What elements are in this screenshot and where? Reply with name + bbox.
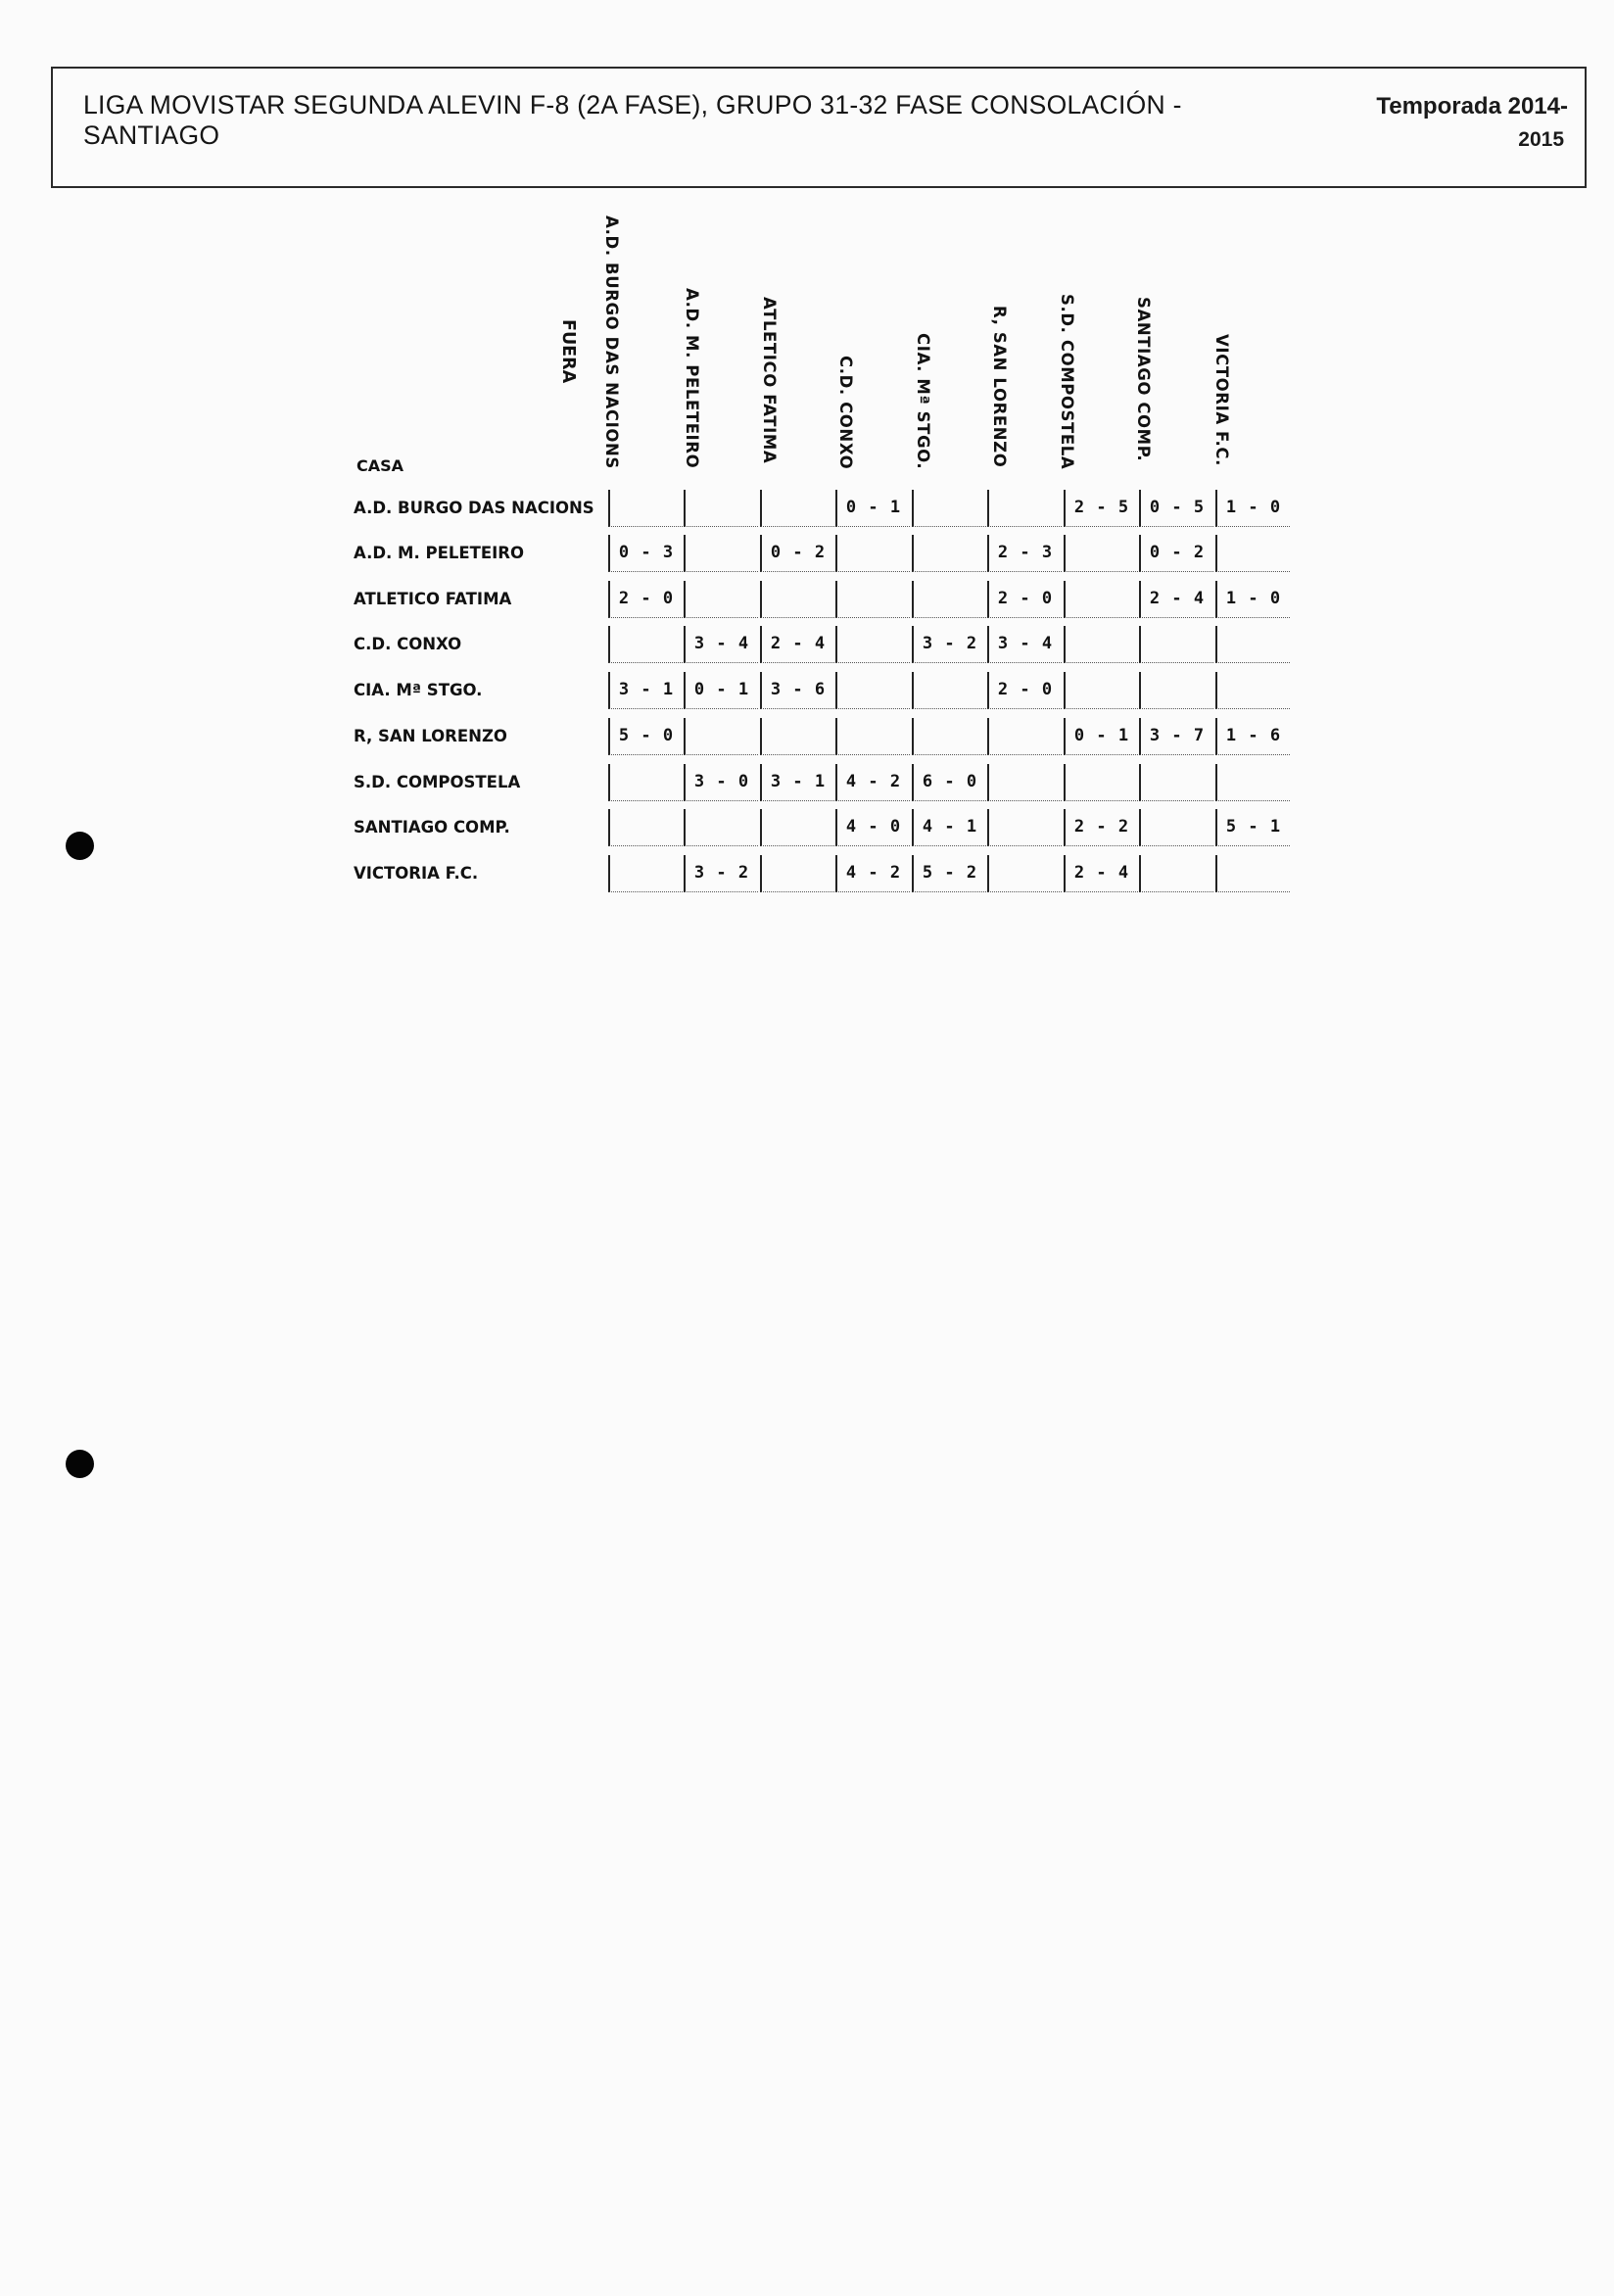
result-cell: [684, 490, 758, 527]
result-cell: [684, 718, 758, 755]
result-cell: [608, 626, 683, 663]
result-cell: [1064, 672, 1138, 709]
result-cell: [912, 672, 986, 709]
result-cell: 6 - 0: [912, 764, 986, 801]
result-cell: [608, 809, 683, 846]
result-cell: 2 - 5: [1064, 490, 1138, 527]
away-team-header-text: A.D. BURGO DAS NACIONS: [602, 215, 621, 469]
result-cell: 3 - 4: [684, 626, 758, 663]
result-cell: [987, 809, 1062, 846]
result-cell: 2 - 0: [987, 672, 1062, 709]
result-cell: [912, 535, 986, 572]
result-cell: 1 - 0: [1215, 581, 1290, 618]
home-team-label: SANTIAGO COMP.: [354, 818, 510, 837]
result-cell: 1 - 0: [1215, 490, 1290, 527]
result-cell: [835, 626, 910, 663]
result-cell: [912, 581, 986, 618]
result-cell: [760, 809, 834, 846]
result-cell: 0 - 3: [608, 535, 683, 572]
result-cell: 3 - 0: [684, 764, 758, 801]
result-cell: 5 - 2: [912, 855, 986, 892]
away-team-header-text: S.D. COMPOSTELA: [1058, 294, 1076, 470]
home-team-label: R, SAN LORENZO: [354, 727, 507, 745]
result-cell: [1064, 764, 1138, 801]
result-cell: [684, 581, 758, 618]
away-team-header-text: R, SAN LORENZO: [990, 306, 1009, 468]
result-cell: [912, 490, 986, 527]
result-cell: 0 - 1: [1064, 718, 1138, 755]
result-cell: [1215, 626, 1290, 663]
away-team-header-text: A.D. M. PELETEIRO: [683, 288, 701, 469]
away-team-header-text: ATLETICO FATIMA: [760, 297, 779, 464]
result-cell: [987, 490, 1062, 527]
result-cell: 1 - 6: [1215, 718, 1290, 755]
away-team-header-text: SANTIAGO COMP.: [1134, 297, 1153, 462]
result-cell: [608, 764, 683, 801]
result-cell: [987, 855, 1062, 892]
result-cell: [760, 490, 834, 527]
result-cell: [684, 809, 758, 846]
result-cell: [1215, 672, 1290, 709]
away-team-header-text: C.D. CONXO: [836, 356, 855, 470]
result-cell: 3 - 1: [760, 764, 834, 801]
result-cell: [1139, 764, 1213, 801]
away-team-header-text: VICTORIA F.C.: [1212, 334, 1231, 466]
season-label: [1376, 90, 1568, 157]
season-line-1: Temporada 2014-: [1376, 93, 1568, 120]
result-cell: 2 - 3: [987, 535, 1062, 572]
binder-hole: [66, 1450, 94, 1478]
home-team-label: S.D. COMPOSTELA: [354, 773, 521, 791]
home-team-label: ATLETICO FATIMA: [354, 590, 512, 608]
result-cell: [608, 855, 683, 892]
away-axis-label-text: FUERA: [558, 319, 578, 384]
result-cell: [684, 535, 758, 572]
result-cell: 3 - 2: [912, 626, 986, 663]
result-cell: 3 - 2: [684, 855, 758, 892]
page-title: LIGA MOVISTAR SEGUNDA ALEVIN F-8 (2A FASE), GRUPO 31-32 FASE CONSOLACIÓN - SANTIAGO: [83, 90, 1182, 150]
home-team-label: CIA. Mª STGO.: [354, 681, 483, 699]
result-cell: [1139, 855, 1213, 892]
result-cell: [760, 855, 834, 892]
home-team-label: VICTORIA F.C.: [354, 864, 479, 883]
binder-hole: [66, 832, 94, 860]
result-cell: [1064, 535, 1138, 572]
result-cell: 5 - 1: [1215, 809, 1290, 846]
result-cell: 4 - 1: [912, 809, 986, 846]
result-cell: 0 - 5: [1139, 490, 1213, 527]
result-cell: 4 - 2: [835, 764, 910, 801]
result-cell: [835, 672, 910, 709]
result-cell: [1139, 809, 1213, 846]
result-cell: [835, 535, 910, 572]
result-cell: [1215, 855, 1290, 892]
result-cell: 3 - 4: [987, 626, 1062, 663]
result-cell: [1139, 672, 1213, 709]
result-cell: 3 - 1: [608, 672, 683, 709]
result-cell: 0 - 2: [1139, 535, 1213, 572]
result-cell: 4 - 0: [835, 809, 910, 846]
result-cell: [1064, 581, 1138, 618]
home-team-label: A.D. M. PELETEIRO: [354, 544, 525, 562]
result-cell: 2 - 0: [608, 581, 683, 618]
home-axis-label: CASA: [356, 456, 404, 475]
result-cell: 4 - 2: [835, 855, 910, 892]
result-cell: [760, 718, 834, 755]
result-cell: [912, 718, 986, 755]
result-cell: 2 - 4: [1064, 855, 1138, 892]
season-line-2: 2015: [1518, 128, 1564, 151]
result-cell: [760, 581, 834, 618]
result-cell: [1215, 764, 1290, 801]
result-cell: 5 - 0: [608, 718, 683, 755]
result-cell: 0 - 2: [760, 535, 834, 572]
header-box: [51, 67, 1587, 188]
result-cell: 2 - 4: [760, 626, 834, 663]
result-cell: 3 - 6: [760, 672, 834, 709]
result-cell: [987, 764, 1062, 801]
result-cell: [835, 581, 910, 618]
result-cell: [1139, 626, 1213, 663]
home-team-label: C.D. CONXO: [354, 635, 462, 653]
result-cell: 2 - 2: [1064, 809, 1138, 846]
result-cell: 0 - 1: [684, 672, 758, 709]
result-cell: 2 - 0: [987, 581, 1062, 618]
result-cell: [835, 718, 910, 755]
result-cell: [987, 718, 1062, 755]
result-cell: [1215, 535, 1290, 572]
result-cell: 0 - 1: [835, 490, 910, 527]
result-cell: [608, 490, 683, 527]
home-team-label: A.D. BURGO DAS NACIONS: [354, 499, 594, 517]
result-cell: 3 - 7: [1139, 718, 1213, 755]
away-team-header: [591, 215, 630, 469]
result-cell: [1064, 626, 1138, 663]
away-team-header-text: CIA. Mª STGO.: [914, 333, 932, 470]
result-cell: 2 - 4: [1139, 581, 1213, 618]
